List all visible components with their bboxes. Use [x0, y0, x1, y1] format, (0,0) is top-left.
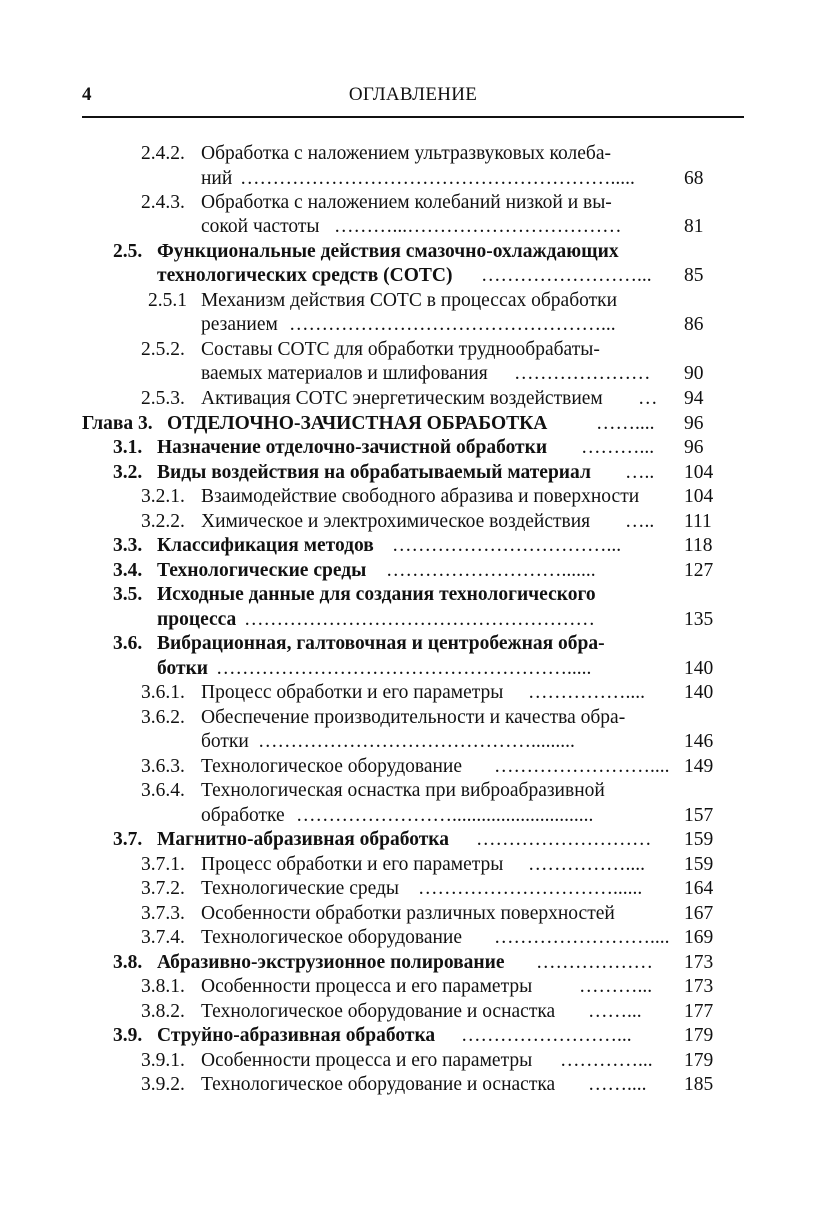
dot-leader: … — [638, 388, 658, 409]
dot-leader: ……………………............................. — [296, 805, 594, 826]
entry-page: 127 — [684, 560, 714, 581]
toc-entry-2-4-2 — [0, 142, 828, 166]
entry-number: 2.5.1 — [148, 290, 187, 311]
toc-entry-2-4-3 — [0, 191, 828, 215]
entry-page: 104 — [684, 462, 714, 483]
entry-number: 3.8.1. — [141, 976, 185, 997]
entry-title-continued: сокой частоты — [201, 216, 320, 237]
dot-leader: …………………….... — [494, 756, 670, 777]
entry-page: 85 — [684, 265, 704, 286]
toc-entry-2-5-3 — [0, 387, 828, 411]
dot-leader: ……... — [588, 1001, 642, 1022]
entry-number: 2.5.2. — [141, 339, 185, 360]
entry-title: Виды воздействия на обрабатываемый материал — [157, 462, 591, 483]
toc-entry-2-5-2 — [0, 338, 828, 362]
entry-number: 3.1. — [113, 437, 143, 458]
entry-title: Активация СОТС энергетическим воздействием — [201, 388, 603, 409]
dot-leader: …………………………………………………..... — [240, 168, 635, 189]
entry-page: 94 — [684, 388, 704, 409]
entry-title: Технологическое оборудование и оснастка — [201, 1074, 556, 1095]
entry-title-continued: обработке — [201, 805, 285, 826]
dot-leader: …………………………………………... — [289, 314, 616, 335]
toc-entry-3-9-2 — [0, 1073, 828, 1097]
entry-number: 3.7.1. — [141, 854, 185, 875]
dot-leader: ………………………………………………..... — [216, 658, 592, 679]
entry-page: 96 — [684, 437, 704, 458]
toc-section-3-6-cont — [0, 657, 828, 681]
entry-title-continued: ботки — [157, 658, 209, 679]
entry-page: 164 — [684, 878, 714, 899]
entry-title: Обеспечение производительности и качества обра- — [201, 707, 626, 728]
entry-page: 104 — [684, 486, 714, 507]
dot-leader: …………….... — [528, 682, 645, 703]
toc-section-3-9 — [0, 1024, 828, 1048]
chapter-label: Глава 3. — [82, 413, 153, 434]
dot-leader: ……………………... — [461, 1025, 632, 1046]
entry-title: Обработка с наложением колебаний низкой и вы- — [201, 192, 612, 213]
page-header — [82, 82, 744, 118]
toc-entry-2-4-2-cont — [0, 167, 828, 191]
entry-page: 140 — [684, 682, 714, 703]
entry-title: Взаимодействие свободного абразива и поверхности — [201, 486, 640, 507]
entry-page: 179 — [684, 1025, 714, 1046]
dot-leader: ………... — [579, 976, 653, 997]
toc-entry-3-7-4 — [0, 926, 828, 950]
entry-number: 2.5.3. — [141, 388, 185, 409]
entry-page: 90 — [684, 363, 704, 384]
dot-leader: ………………………....... — [386, 560, 596, 581]
entry-number: 3.6.3. — [141, 756, 185, 777]
entry-number: 3.9.1. — [141, 1050, 185, 1071]
toc-entry-2-5-2-cont — [0, 362, 828, 386]
dot-leader: …….... — [596, 413, 655, 434]
dot-leader: ……………………... — [481, 265, 652, 286]
entry-number: 3.6. — [113, 633, 143, 654]
entry-number: 3.8. — [113, 952, 143, 973]
entry-number: 3.9. — [113, 1025, 143, 1046]
entry-page: 111 — [684, 511, 712, 532]
dot-leader: …………….... — [528, 854, 645, 875]
toc-entry-3-8-1 — [0, 975, 828, 999]
toc-entry-3-6-4 — [0, 779, 828, 803]
dot-leader: …………………………...... — [418, 878, 643, 899]
entry-number: 2.4.3. — [141, 192, 185, 213]
entry-title: Исходные данные для создания технологического — [157, 584, 596, 605]
dot-leader: ……………………………... — [392, 535, 622, 556]
toc-entry-3-2-2 — [0, 510, 828, 534]
dot-leader: ….. — [625, 462, 655, 483]
page-number: 4 — [82, 84, 92, 105]
entry-page: 173 — [684, 952, 714, 973]
toc-entry-3-6-2 — [0, 706, 828, 730]
dot-leader: …………... — [560, 1050, 653, 1071]
dot-leader: ……………… — [536, 952, 653, 973]
toc-entry-2-5-1 — [0, 289, 828, 313]
toc-entry-3-6-1 — [0, 681, 828, 705]
entry-page: 149 — [684, 756, 714, 777]
entry-number: 3.7.3. — [141, 903, 185, 924]
entry-title: Процесс обработки и его параметры — [201, 854, 504, 875]
dot-leader: ………………… — [514, 363, 651, 384]
dot-leader: ………...…………………………… — [334, 216, 622, 237]
entry-title: Магнитно-абразивная обработка — [157, 829, 449, 850]
toc-section-2-5-cont — [0, 264, 828, 288]
toc-chapter-3 — [0, 412, 828, 436]
entry-title-continued: процесса — [157, 609, 237, 630]
entry-page: 86 — [684, 314, 704, 335]
entry-title: Функциональные действия смазочно-охлаждающих — [157, 241, 619, 262]
entry-page: 68 — [684, 168, 704, 189]
toc-entry-3-9-1 — [0, 1049, 828, 1073]
toc-entry-3-7-1 — [0, 853, 828, 877]
entry-number: 3.6.2. — [141, 707, 185, 728]
entry-title-continued: ботки — [201, 731, 249, 752]
dot-leader: ………... — [581, 437, 655, 458]
toc-section-3-4 — [0, 559, 828, 583]
entry-title: Химическое и электрохимическое воздействия — [201, 511, 591, 532]
toc-entry-3-6-3 — [0, 755, 828, 779]
entry-title: Особенности процесса и его параметры — [201, 976, 533, 997]
toc-section-3-1 — [0, 436, 828, 460]
entry-number: 3.9.2. — [141, 1074, 185, 1095]
entry-title-continued: резанием — [201, 314, 278, 335]
entry-page: 159 — [684, 854, 714, 875]
entry-number: 3.7. — [113, 829, 143, 850]
toc-section-3-5 — [0, 583, 828, 607]
entry-page: 167 — [684, 903, 714, 924]
entry-number: 3.5. — [113, 584, 143, 605]
entry-number: 2.4.2. — [141, 143, 185, 164]
entry-page: 185 — [684, 1074, 714, 1095]
entry-title: Вибрационная, галтовочная и центробежная обра- — [157, 633, 605, 654]
dot-leader: …….... — [588, 1074, 647, 1095]
toc-section-2-5 — [0, 240, 828, 264]
entry-title: Процесс обработки и его параметры — [201, 682, 504, 703]
toc-section-3-3 — [0, 534, 828, 558]
entry-number: 3.2.2. — [141, 511, 185, 532]
entry-title-continued: ваемых материалов и шлифования — [201, 363, 488, 384]
entry-title: Технологические среды — [157, 560, 367, 581]
entry-title: Особенности обработки различных поверхностей — [201, 903, 615, 924]
entry-number: 3.6.4. — [141, 780, 185, 801]
entry-number: 3.7.2. — [141, 878, 185, 899]
dot-leader: ….. — [625, 511, 655, 532]
entry-page: 146 — [684, 731, 714, 752]
entry-title: Классификация методов — [157, 535, 374, 556]
entry-page: 157 — [684, 805, 714, 826]
entry-number: 3.2.1. — [141, 486, 185, 507]
dot-leader: ……………………………………......... — [258, 731, 575, 752]
toc-entry-3-2-1 — [0, 485, 828, 509]
toc-entry-2-4-3-cont — [0, 215, 828, 239]
entry-number: 3.3. — [113, 535, 143, 556]
entry-title-continued: ний — [201, 168, 233, 189]
entry-number: 3.6.1. — [141, 682, 185, 703]
entry-title: Струйно-абразивная обработка — [157, 1025, 436, 1046]
entry-page: 177 — [684, 1001, 714, 1022]
toc-section-3-6 — [0, 632, 828, 656]
entry-page: 179 — [684, 1050, 714, 1071]
entry-page: 118 — [684, 535, 713, 556]
entry-title: Особенности процесса и его параметры — [201, 1050, 533, 1071]
entry-title: Абразивно-экструзионное полирование — [157, 952, 505, 973]
toc-section-3-2 — [0, 461, 828, 485]
chapter-title: ОТДЕЛОЧНО-ЗАЧИСТНАЯ ОБРАБОТКА — [167, 413, 548, 434]
dot-leader: …………………….... — [494, 927, 670, 948]
entry-page: 96 — [684, 413, 704, 434]
entry-title: Технологическое оборудование и оснастка — [201, 1001, 556, 1022]
entry-page: 159 — [684, 829, 714, 850]
toc-entry-3-8-2 — [0, 1000, 828, 1024]
entry-page: 169 — [684, 927, 714, 948]
entry-number: 3.4. — [113, 560, 143, 581]
entry-title: Составы СОТС для обработки труднообрабаты- — [201, 339, 600, 360]
toc-section-3-8 — [0, 951, 828, 975]
entry-title: Обработка с наложением ультразвуковых колеба- — [201, 143, 611, 164]
entry-page: 140 — [684, 658, 714, 679]
entry-page: 81 — [684, 216, 704, 237]
entry-title: Механизм действия СОТС в процессах обработки — [201, 290, 618, 311]
entry-title: Технологическое оборудование — [201, 927, 463, 948]
entry-page: 135 — [684, 609, 714, 630]
entry-number: 3.2. — [113, 462, 143, 483]
entry-title: Технологическое оборудование — [201, 756, 463, 777]
entry-number: 3.7.4. — [141, 927, 185, 948]
entry-number: 3.8.2. — [141, 1001, 185, 1022]
toc-section-3-5-cont — [0, 608, 828, 632]
running-title: ОГЛАВЛЕНИЕ — [348, 84, 478, 105]
toc-entry-3-6-4-cont — [0, 804, 828, 828]
dot-leader: ……………………… — [476, 829, 652, 850]
entry-number: 2.5. — [113, 241, 143, 262]
toc-entry-3-7-3 — [0, 902, 828, 926]
entry-title-continued: технологических средств (СОТС) — [157, 265, 453, 286]
toc-entry-2-5-1-cont — [0, 313, 828, 337]
dot-leader: ……………………………………………… — [244, 609, 595, 630]
entry-title: Назначение отделочно-зачистной обработки — [157, 437, 548, 458]
entry-page: 173 — [684, 976, 714, 997]
entry-title: Технологические среды — [201, 878, 400, 899]
toc-entry-3-6-2-cont — [0, 730, 828, 754]
toc-entry-3-7-2 — [0, 877, 828, 901]
toc-section-3-7 — [0, 828, 828, 852]
entry-title: Технологическая оснастка при виброабразивной — [201, 780, 605, 801]
